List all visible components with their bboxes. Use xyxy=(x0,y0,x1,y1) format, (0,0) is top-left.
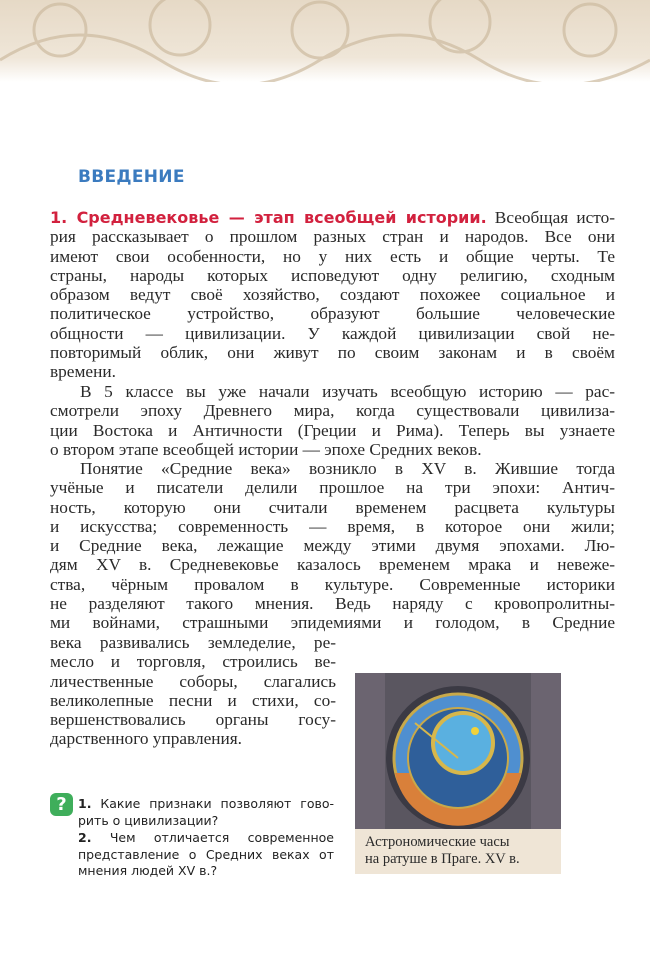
question-2 xyxy=(78,830,334,880)
astronomical-clock-photo xyxy=(355,673,561,829)
chapter-heading: ВВЕДЕНИЕ xyxy=(78,167,185,187)
caption-line: Астрономические часы xyxy=(365,834,510,850)
text-line: не разделяют такого мнения. Ведь наряду с кровопролитны- xyxy=(50,594,615,614)
text-line: и Средние века, лежащие между этими двумя эпохами. Лю- xyxy=(50,536,615,556)
text-line: личественные соборы, слагались xyxy=(50,671,336,691)
photo-caption xyxy=(355,829,561,874)
text-line: ства, чёрным провалом в культуре. Современные историки xyxy=(50,574,615,594)
review-questions xyxy=(78,796,334,880)
text-line: ции Востока и Античности (Греции и Рима). Теперь вы узнаете xyxy=(50,420,615,440)
text-line: дарственного управления. xyxy=(50,729,243,749)
text-line: В 5 классе вы уже начали изучать всеобщую историю — рас- xyxy=(80,382,615,401)
question-number: 1. xyxy=(78,796,92,811)
text-line: рия рассказывает о прошлом разных стран и народов. Все они xyxy=(50,227,615,247)
paragraph-1 xyxy=(50,208,615,382)
paragraph-3 xyxy=(50,459,615,633)
text-line: времени. xyxy=(50,362,116,382)
section-title: 1. Средневековье — этап всеобщей истории. xyxy=(50,208,487,227)
text-line: Всеобщая исто- xyxy=(494,208,615,227)
text-line: великолепные песни и стихи, со- xyxy=(50,690,336,710)
text-line: смотрели эпоху Древнего мира, когда существовали цивилиза- xyxy=(50,401,615,421)
decorative-banner xyxy=(0,0,650,82)
text-line: образом ведут своё хозяйство, создают похожее социальное и xyxy=(50,285,615,305)
question-1 xyxy=(78,796,334,829)
caption-line: на ратуше в Праге. XV в. xyxy=(365,851,520,867)
text-line: месло и торговля, строились ве- xyxy=(50,652,336,672)
text-line: общности — цивилизации. У каждой цивилизации свой не- xyxy=(50,323,615,343)
text-line: о втором этапе всеобщей истории — эпохе Средних веков. xyxy=(50,439,482,459)
text-line: имеют свои особенности, но у них есть и общие черты. Те xyxy=(50,246,615,266)
paragraph-3-narrow xyxy=(50,633,336,749)
text-line: страны, народы которых исповедуют одну религию, сходным xyxy=(50,265,615,285)
text-line: повторимый облик, они живут по своим законам и в своём xyxy=(50,343,615,363)
text-line: учёные и писатели делили прошлое на три эпохи: Антич- xyxy=(50,478,615,498)
question-icon: ? xyxy=(50,793,73,816)
text-line: ми войнами, страшными эпидемиями и голодом, в Средние xyxy=(50,613,615,633)
question-text: Чем отличается современное представление о Средних веках от мнения людей XV в.? xyxy=(78,830,334,878)
text-line: ность, которую они считали временем расцвета культуры xyxy=(50,497,615,517)
ornament-pattern xyxy=(0,0,650,82)
question-number: 2. xyxy=(78,830,92,845)
text-line: вершенствовались органы госу- xyxy=(50,710,336,730)
question-text: Какие признаки позволяют гово-рить о цивилизации? xyxy=(78,796,334,828)
paragraph-2 xyxy=(50,382,615,459)
text-line: и искусства; современность — время, в которое они жили; xyxy=(50,516,615,536)
text-line: дям XV в. Средневековье казалось временем мрака и невеже- xyxy=(50,555,615,575)
text-line: политическое устройство, образуют большие человеческие xyxy=(50,304,615,324)
text-line: века развивались земледелие, ре- xyxy=(50,633,336,652)
text-line: Понятие «Средние века» возникло в XV в. Жившие тогда xyxy=(80,459,615,478)
